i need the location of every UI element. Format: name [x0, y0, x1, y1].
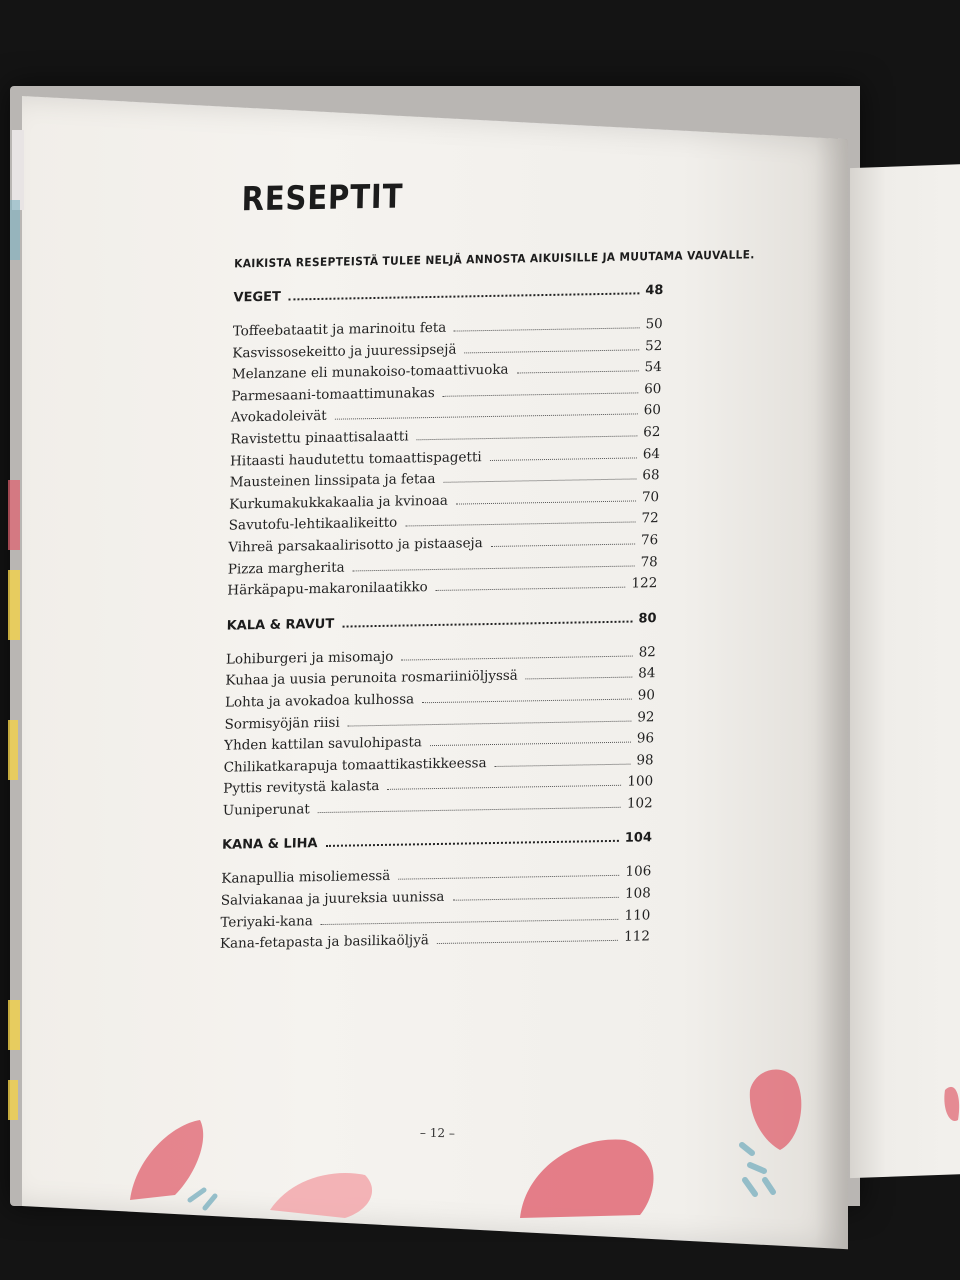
recipe-title: Parmesaani-tomaattimunakas — [231, 384, 435, 405]
recipe-page-number: 70 — [641, 488, 660, 506]
dot-leader — [464, 349, 639, 353]
recipe-page-number: 60 — [643, 402, 662, 419]
dot-leader — [516, 371, 638, 374]
recipe-title: Lohta ja avokadoa kulhossa — [224, 691, 415, 711]
recipe-page-number: 106 — [625, 863, 652, 881]
recipe-page-number: 92 — [637, 708, 655, 725]
right-page — [850, 164, 960, 1178]
dot-leader — [422, 698, 632, 703]
dot-leader — [443, 392, 638, 396]
dot-leader — [325, 840, 618, 847]
dot-leader — [491, 543, 635, 547]
section-title: KANA & LIHA — [221, 836, 318, 854]
intro-text: KAIKISTA RESEPTEISTÄ TULEE NELJÄ ANNOSTA AIKUISILLE JA MUUTAMA VAUVALLE. — [234, 247, 755, 271]
recipe-page-number: 96 — [636, 730, 655, 747]
recipe-title: Toffeebataatit ja marinoitu feta — [232, 319, 447, 340]
dot-leader — [401, 655, 632, 660]
toc-section — [184, 831, 656, 957]
recipe-page-number: 110 — [624, 906, 651, 924]
dot-leader — [456, 500, 636, 504]
dot-leader — [452, 897, 619, 901]
dot-leader — [342, 620, 632, 627]
recipe-page-number: 90 — [637, 687, 656, 704]
recipe-page-number: 108 — [624, 885, 651, 902]
section-heading — [226, 611, 656, 634]
section-page-number: 80 — [638, 610, 657, 627]
recipe-title: Salviakanaa ja juureksia uunissa — [220, 888, 445, 909]
recipe-page-number: 112 — [623, 928, 651, 946]
recipe-title: Härkäpapu-makaronilaatikko — [227, 579, 428, 599]
dot-leader — [318, 807, 621, 813]
page-title: RESEPTIT — [241, 176, 404, 219]
table-of-contents — [183, 172, 755, 973]
recipe-page-number: 60 — [644, 380, 662, 398]
recipe-title: Lohiburgeri ja misomajo — [225, 648, 394, 668]
toc-sections — [184, 283, 668, 956]
dot-leader — [454, 327, 639, 331]
dot-leader — [490, 457, 637, 461]
recipe-title: Avokadoleivät — [230, 408, 327, 426]
dot-leader — [321, 919, 619, 925]
recipe-title: Kuhaa ja uusia perunoita rosmariiniöljyssä — [225, 667, 518, 689]
recipe-title: Teriyaki-kana — [220, 912, 314, 931]
recipe-title: Melanzane eli munakoiso-tomaattivuoka — [231, 361, 509, 383]
recipe-page-number: 64 — [642, 445, 661, 462]
recipe-title: Chilikatkarapuja tomaattikastikkeessa — [223, 754, 487, 776]
recipe-page-number: 50 — [645, 315, 663, 333]
recipe-title: Vihreä parsakaalirisotto ja pistaaseja — [228, 535, 483, 556]
dot-leader — [398, 875, 619, 880]
section-page-number: 104 — [624, 830, 653, 847]
recipe-page-number: 78 — [640, 553, 658, 570]
recipe-page-number: 52 — [644, 337, 663, 354]
dot-leader — [437, 940, 618, 944]
recipe-title: Pyttis revitystä kalasta — [223, 778, 380, 798]
recipe-page-number: 68 — [642, 467, 660, 484]
recipe-page-number: 62 — [643, 423, 661, 441]
recipe-title: Kanapullia misoliemessä — [221, 868, 391, 888]
section-heading — [233, 283, 663, 306]
recipe-title: Sormisyöjän riisi — [224, 714, 340, 733]
toc-section — [187, 611, 661, 823]
dot-leader — [387, 785, 621, 790]
recipe-page-number: 98 — [636, 751, 654, 769]
recipe-title: Kasvissosekeitto ja juuressipsejä — [232, 341, 457, 362]
recipe-page-number: 102 — [626, 795, 653, 812]
recipe-title: Yhden kattilan savulohipasta — [223, 734, 423, 754]
recipe-title: Kana-fetapasta ja basilikaöljyä — [219, 932, 430, 953]
recipe-title: Pizza margherita — [227, 559, 345, 578]
recipe-page-number: 84 — [638, 665, 656, 682]
recipe-page-number: 76 — [640, 532, 659, 549]
section-page-number: 48 — [645, 282, 664, 299]
recipe-page-number: 72 — [641, 510, 659, 527]
dot-leader — [289, 292, 639, 300]
recipe-title: Ravistettu pinaattisalaatti — [230, 428, 409, 448]
dot-leader — [405, 522, 635, 527]
dot-leader — [417, 435, 638, 440]
recipe-page-number: 100 — [627, 773, 654, 790]
recipe-title: Mausteinen linssipata ja fetaa — [229, 471, 436, 491]
section-title: KALA & RAVUT — [226, 616, 335, 634]
toc-section — [191, 283, 667, 603]
recipe-title: Kurkumakukkakaalia ja kvinoaa — [229, 492, 449, 513]
dot-leader — [526, 677, 632, 680]
recipe-title: Hitaasti haudutettu tomaattispagetti — [229, 448, 482, 470]
dot-leader — [335, 414, 638, 420]
recipe-title: Uuniperunat — [222, 801, 310, 819]
section-heading — [222, 831, 652, 854]
dot-leader — [353, 565, 635, 571]
dot-leader — [495, 763, 631, 766]
recipe-page-number: 82 — [638, 643, 657, 661]
dot-leader — [348, 720, 632, 726]
dot-leader — [430, 742, 631, 747]
recipe-page-number: 54 — [644, 359, 662, 376]
dot-leader — [436, 587, 626, 591]
dot-leader — [443, 479, 636, 483]
section-title: VEGET — [233, 289, 282, 306]
recipe-title: Savutofu-lehtikaalikeitto — [228, 514, 398, 534]
page-number: – 12 – — [419, 1125, 456, 1141]
recipe-page-number: 122 — [631, 575, 658, 592]
